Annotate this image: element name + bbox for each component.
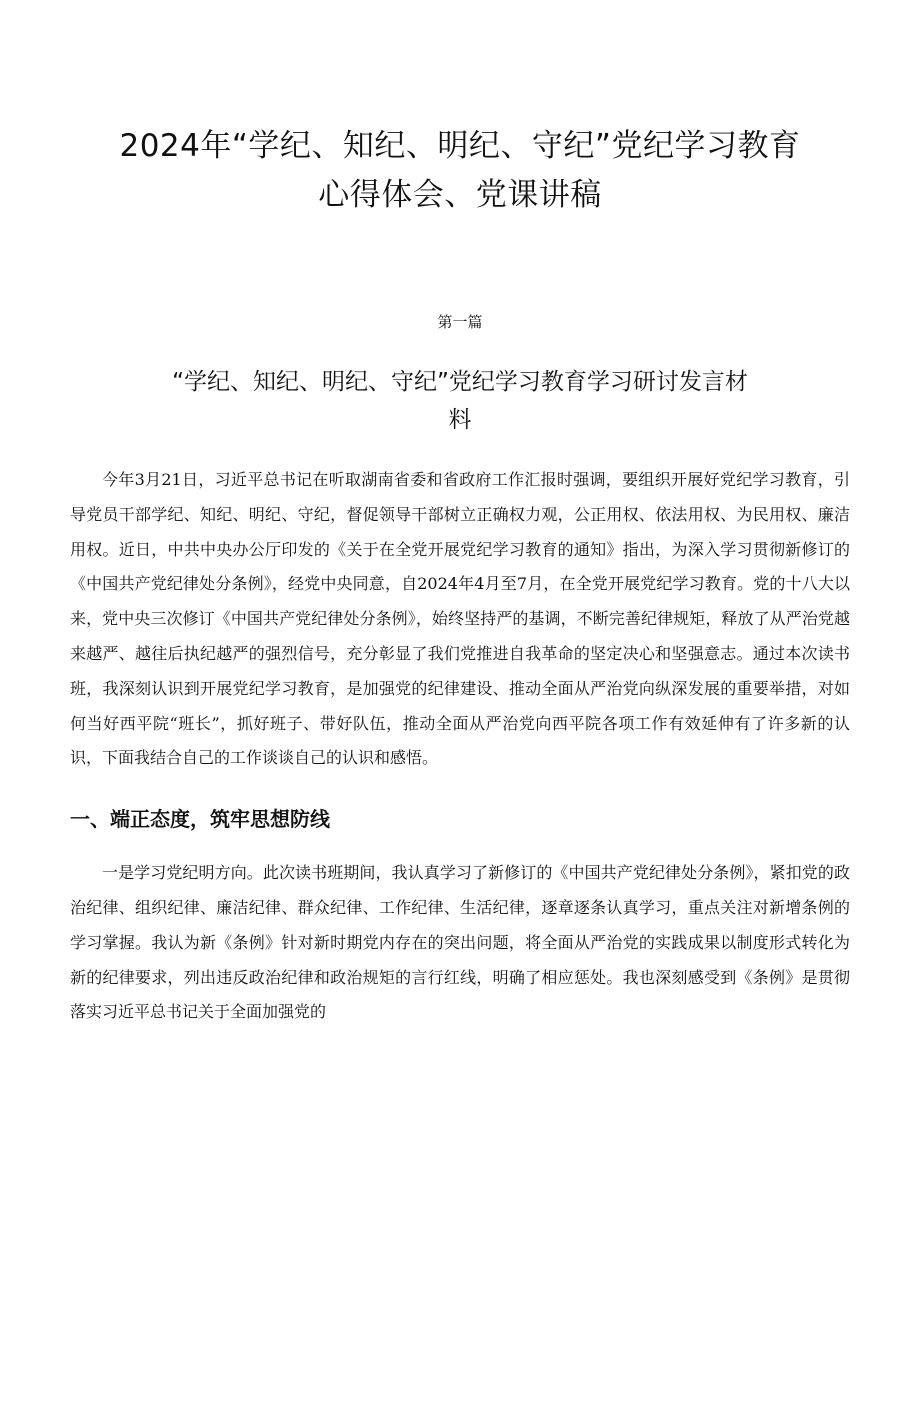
section-label: 第一篇 [437,313,483,331]
document-title-line1: 2024年“学纪、知纪、明纪、守纪”党纪学习教育 [119,128,801,164]
body-paragraph-1: 今年3月21日，习近平总书记在听取湖南省委和省政府工作汇报时强调，要组织开展好党纪学习教育，引导党员干部学纪、知纪、明纪、守纪，督促领导干部树立正确权力观，公正用权、依法用权、为民用权、廉洁用权。近日，中共中央办公厅印发的《关于在全党开展党纪学习教育的通知》指出，为深入学习贯彻新修订的《中国共产党纪律处分条例》，经党中央同意，自2024年4月至7月，在全党开展党纪学习教育。党的十八大以来，党中央三次修订《中国共产党纪律处分条例》，始终坚持严的基调，不断完善纪律规矩，释放了从严治党越来越严、越往后执纪越严的强烈信号，充分彰显了我们党推进自我革命的坚定决心和坚强意志。通过本次读书班，我深刻认识到开展党纪学习教育，是加强党的纪律建设、推动全面从严治党向纵深发展的重要举措，对如何当好西平院“班长”，抓好班子、带好队伍，推动全面从严治党向西平院各项工作有效延伸有了许多新的认识，下面我结合自己的工作谈谈自己的认识和感悟。 [70,470,850,768]
section-heading-1: 一、端正态度，筑牢思想防线 [70,807,330,832]
article-title-line1: “学纪、知纪、明纪、守纪”党纪学习教育学习研讨发言材 [172,369,748,395]
body-paragraph-2: 一是学习党纪明方向。此次读书班期间，我认真学习了新修订的《中国共产党纪律处分条例》，紧扣党的政治纪律、组织纪律、廉洁纪律、群众纪律、工作纪律、生活纪律，逐章逐条认真学习，重点关注对新增条例的学习掌握。我认为新《条例》针对新时期党内存在的突出问题，将全面从严治党的实践成果以制度形式转化为新的纪律要求，列出违反政治纪律和政治规矩的言行红线，明确了相应惩处。我也深刻感受到《条例》是贯彻落实习近平总书记关于全面加强党的 [70,863,850,1022]
document-title [70,122,850,220]
document-title-line2: 心得体会、党课讲稿 [318,177,602,213]
article-title-line2: 料 [448,407,472,433]
article-title [115,363,805,439]
document-page [0,122,920,1423]
